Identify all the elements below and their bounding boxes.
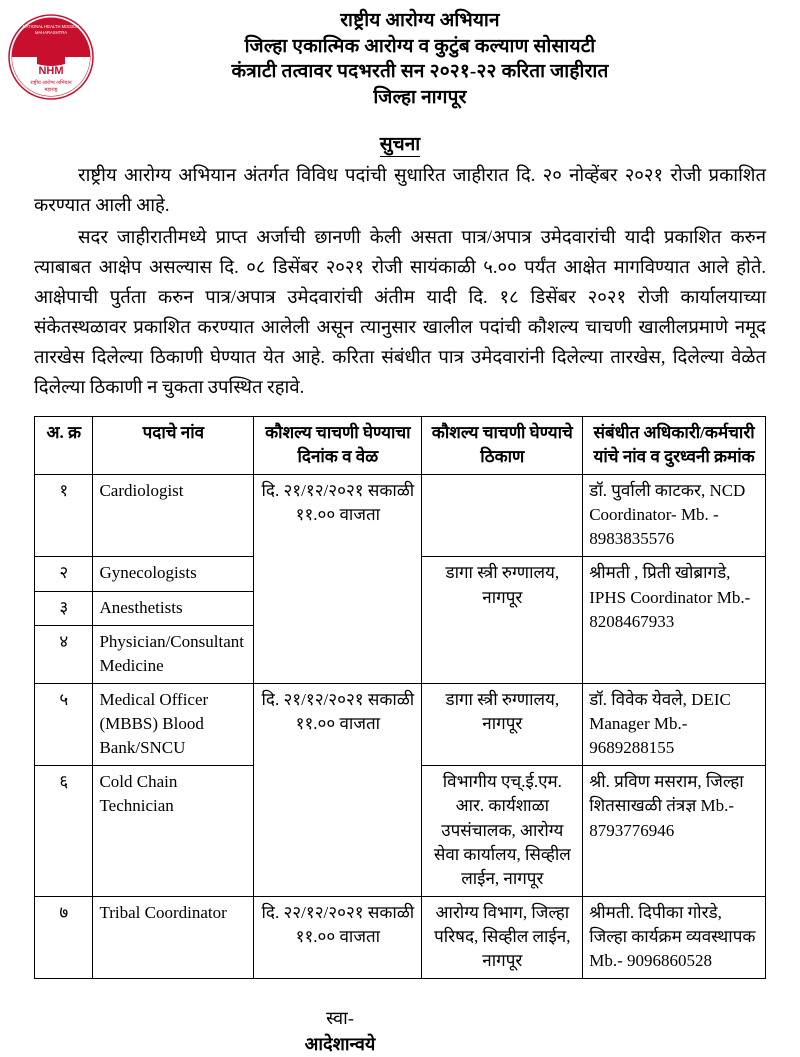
notice-heading [0,130,800,156]
signature-line: स्वा- [326,1008,354,1029]
th-contact-officer: संबंधीत अधिकारी/कर्मचारी यांचे नांव व दुरध्वनी क्रमांक [583,416,766,474]
header-line-4: जिल्हा नागपूर [373,86,467,108]
signature-block [0,1005,800,1057]
cell-serial: ४ [35,625,93,683]
cell-officer: श्री. प्रविण मसराम, जिल्हा शितसाखळी तंत्रज्ञ Mb.- 8793776946 [583,766,766,897]
cell-post: Tribal Coordinator [93,896,254,978]
cell-officer: डॉ. पुर्वाली काटकर, NCD Coordinator- Mb. - 8983835576 [583,475,766,557]
table-header-row [35,416,766,474]
cell-officer: श्रीमती. दिपीका गोरडे, जिल्हा कार्यक्रम व्यवस्थापक Mb.- 9096860528 [583,896,766,978]
cell-serial: ५ [35,683,93,765]
cell-officer: डॉ. विवेक येवले, DEIC Manager Mb.- 9689288155 [583,683,766,765]
notice-body [0,162,800,404]
header-line-3: कंत्राटी तत्वावर पदभरती सन २०२१-२२ करिता जाहीरात [231,61,609,83]
body-paragraph-1: राष्ट्रीय आरोग्य अभियान अंतर्गत विविध पदांची सुधारित जाहीरात दि. २० नोव्हेंबर २०२१ रोजी प्रकाशित करण्यात आली आहे. [34,166,766,216]
header-line-2: जिल्हा एकात्मिक आरोग्य व कुटुंब कल्याण सोसायटी [244,35,596,57]
th-serial: अ. क्र [35,416,93,474]
cell-post: Physician/Consultant Medicine [93,625,254,683]
by-order-text: आदेशान्वये [304,1034,376,1055]
cell-post: Gynecologists [93,557,254,591]
document-header [0,0,800,120]
nhm-maharashtra-logo-icon [8,14,94,100]
cell-date: दि. २२/१२/२०२१ सकाळी ११.०० वाजता [254,896,422,978]
body-paragraph-2: सदर जाहीरातीमध्ये प्राप्त अर्जाची छानणी केली असता पात्र/अपात्र उमेदवारांची यादी प्रकाशित करुन त्याबाबत आक्षेप असल्यास दि. ०८ डिसेंबर २०२१ रोजी सायंकाळी ५.०० पर्यंत आक्षेत मागविण्यात आले होते. आक्षेपाची पुर्तता करुन पात्र/अपात्र उमेदवारांची अंतीम यादी दि. १८ डिसेंबर २०२१ रोजी कार्यालयाच्या संकेतस्थळावर प्रकाशित करण्यात आलेली असून त्यानुसार खालील पदांची कौशल्य चाचणी खालीलप्रमाणे नमूद तारखेस दिलेल्या ठिकाणी घेण्यात येत आहे. करिता संबंधीत पात्र उमेदवारांनी दिलेल्या तारखेस, दिलेल्या वेळेत दिलेल्या ठिकाणी न चुकता उपस्थित रहावे. [34,227,766,398]
header-line-1: राष्ट्रीय आरोग्य अभियान [340,10,500,31]
svg-text:महाराष्ट्र: महाराष्ट्र [44,88,58,93]
cell-place: डागा स्त्री रुग्णालय, नागपूर [422,557,583,684]
th-post-name: पदाचे नांव [93,416,254,474]
notice-heading-text: सुचना [379,134,421,155]
cell-post: Cardiologist [93,475,254,557]
svg-text:राष्ट्रीय आरोग्य अभियान: राष्ट्रीय आरोग्य अभियान [30,81,72,86]
table-row [35,475,766,557]
th-test-date-time: कौशल्य चाचणी घेण्याचा दिनांक व वेळ [254,416,422,474]
table-row [35,896,766,978]
cell-post: Medical Officer (MBBS) Blood Bank/SNCU [93,683,254,765]
cell-post: Cold Chain Technician [93,766,254,897]
schedule-table-wrapper [0,406,800,980]
cell-serial: २ [35,557,93,591]
cell-officer: श्रीमती , प्रिती खोब्रागडे, IPHS Coordinator Mb.- 8208467933 [583,557,766,684]
header-title-block [70,8,770,111]
cell-serial: १ [35,475,93,557]
cell-post: Anesthetists [93,591,254,625]
cell-place: डागा स्त्री रुग्णालय, नागपूर [422,683,583,765]
cell-serial: ३ [35,591,93,625]
svg-text:NATIONAL HEALTH MISSION: NATIONAL HEALTH MISSION [22,24,80,29]
svg-text:NHM: NHM [38,65,64,77]
cell-place: विभागीय एच्.ई.एम. आर. कार्यशाळा उपसंचालक, आरोग्य सेवा कार्यालय, सिव्हील लाईन, नागपूर [422,766,583,897]
cell-serial: ७ [35,896,93,978]
cell-date: दि. २१/१२/२०२१ सकाळी ११.०० वाजता [254,683,422,896]
cell-serial: ६ [35,766,93,897]
cell-date: दि. २१/१२/२०२१ सकाळी ११.०० वाजता [254,475,422,684]
th-test-venue: कौशल्य चाचणी घेण्याचे ठिकाण [422,416,583,474]
cell-place [422,475,583,557]
table-row [35,683,766,765]
skill-test-schedule-table [34,416,766,980]
svg-text:MAHARASHTRA: MAHARASHTRA [34,30,68,35]
cell-place: आरोग्य विभाग, जिल्हा परिषद, सिव्हील लाईन, नागपूर [422,896,583,978]
